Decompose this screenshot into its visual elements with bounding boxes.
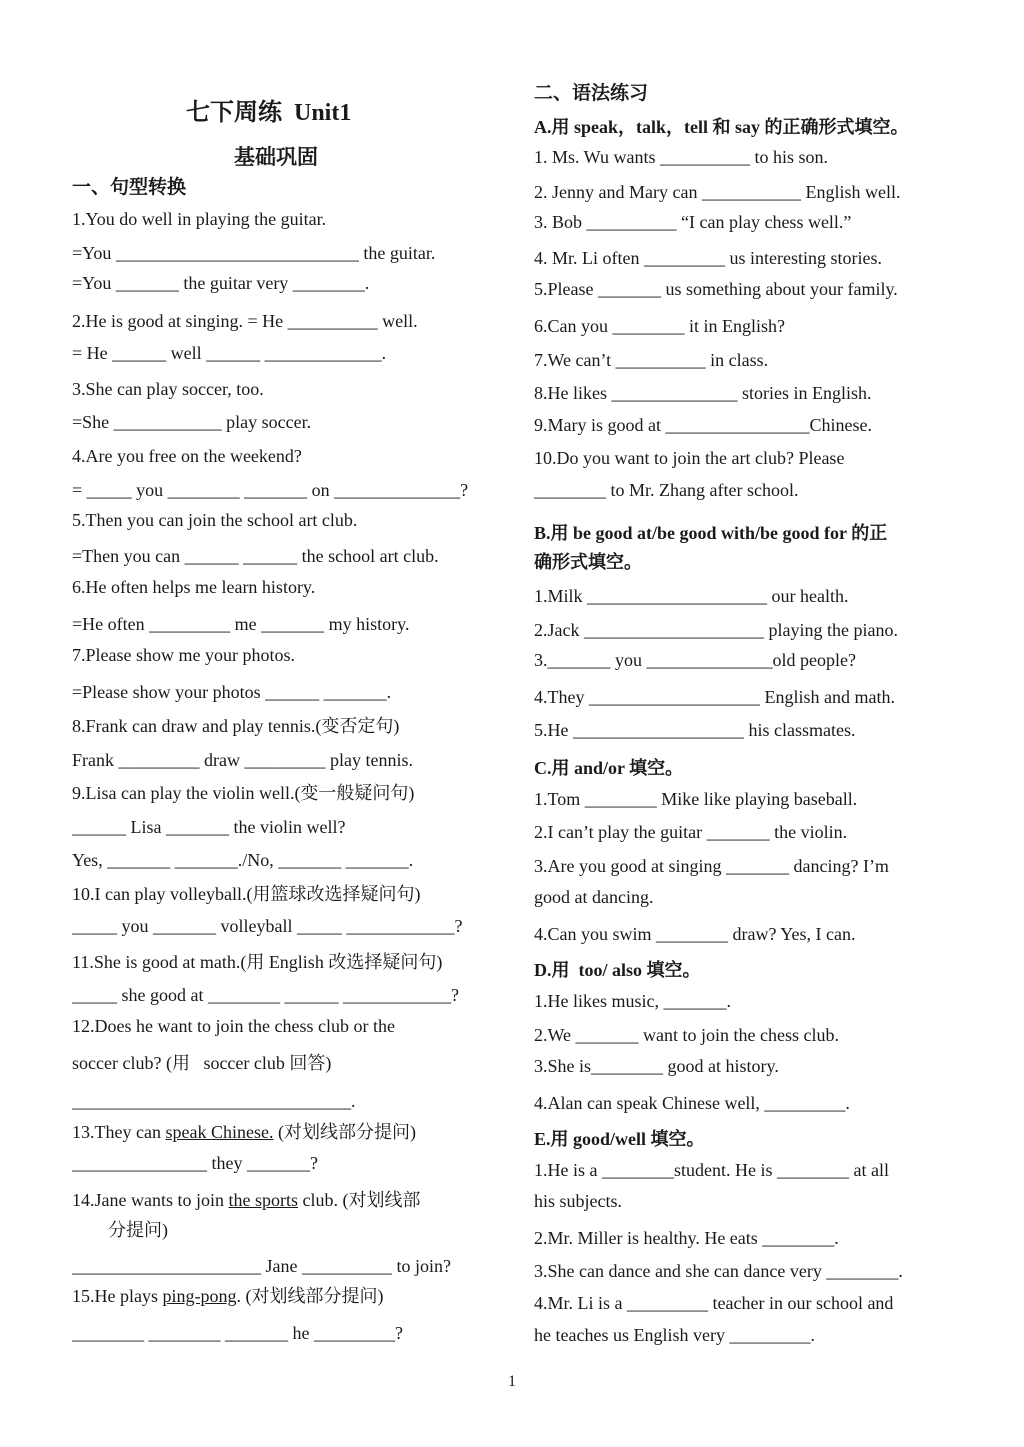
page-number: 1: [508, 1373, 516, 1390]
exercise-line: 3.She can dance and she can dance very ________.: [534, 1261, 903, 1281]
exercise-line: 5.He ___________________ his classmates.: [534, 720, 856, 740]
question-text: 14.Jane wants to join: [72, 1190, 229, 1210]
part-heading-d: D.用 too/ also 填空。: [534, 960, 701, 980]
exercise-line: 2.I can’t play the guitar _______ the violin.: [534, 822, 848, 842]
answer-line: _______________________________.: [72, 1091, 356, 1111]
part-heading-e: E.用 good/well 填空。: [534, 1129, 705, 1149]
question-line: 3.She can play soccer, too.: [72, 379, 264, 399]
part-heading-a: A.用 speak，talk，tell 和 say 的正确形式填空。: [534, 117, 909, 137]
question-line-13: [72, 1121, 416, 1143]
exercise-line: 5.Please _______ us something about your family.: [534, 279, 898, 299]
page-title: 七下周练 Unit1: [186, 100, 352, 126]
exercise-line: 2.We _______ want to join the chess club.: [534, 1025, 839, 1045]
exercise-line: 1.He likes music, _______.: [534, 991, 731, 1011]
exercise-line: 6.Can you ________ it in English?: [534, 316, 785, 336]
exercise-line: ________ to Mr. Zhang after school.: [534, 480, 799, 500]
question-line: 2.He is good at singing. = He __________ well.: [72, 311, 418, 331]
question-line: 6.He often helps me learn history.: [72, 577, 316, 597]
instruction-text: (对划线部分提问): [273, 1122, 416, 1142]
part-heading-c: C.用 and/or 填空。: [534, 758, 684, 778]
answer-line: =You _______ the guitar very ________.: [72, 273, 370, 293]
answer-line: _______________ they _______?: [72, 1153, 318, 1173]
question-line: 9.Lisa can play the violin well.(变一般疑问句): [72, 783, 415, 803]
answer-line: _____ you _______ volleyball _____ ____________?: [72, 916, 463, 936]
section-heading: 一、句型转换: [72, 177, 187, 198]
exercise-line: 10.Do you want to join the art club? Please: [534, 448, 845, 468]
answer-line: =She ____________ play soccer.: [72, 412, 312, 432]
underlined-text: speak Chinese.: [165, 1122, 274, 1142]
question-line: soccer club? (用 soccer club 回答): [72, 1053, 332, 1073]
exercise-line: 4. Mr. Li often _________ us interesting stories.: [534, 248, 882, 268]
exercise-line: 4.They ___________________ English and math.: [534, 687, 895, 707]
question-line-14: [72, 1189, 420, 1211]
answer-line: ________ ________ _______ he _________?: [72, 1323, 403, 1343]
answer-line: ______ Lisa _______ the violin well?: [72, 817, 346, 837]
exercise-line: 8.He likes ______________ stories in English.: [534, 383, 872, 403]
question-text: 13.They can: [72, 1122, 166, 1142]
section-heading: 二、语法练习: [534, 83, 649, 104]
instruction-text: club. (对划线部: [297, 1190, 421, 1210]
answer-line: =You ___________________________ the guitar.: [72, 243, 436, 263]
answer-line: Frank _________ draw _________ play tennis.: [72, 750, 413, 770]
exercise-line: 1.He is a ________student. He is ________ at all: [534, 1160, 889, 1180]
question-line: 8.Frank can draw and play tennis.(变否定句): [72, 716, 400, 736]
answer-line: =Then you can ______ ______ the school art club.: [72, 546, 439, 566]
question-line: 12.Does he want to join the chess club or the: [72, 1016, 395, 1036]
question-line: 4.Are you free on the weekend?: [72, 446, 302, 466]
exercise-line: 2.Mr. Miller is healthy. He eats ________.: [534, 1228, 839, 1248]
exercise-line: 1.Tom ________ Mike like playing baseball.: [534, 789, 858, 809]
exercise-line: 2. Jenny and Mary can ___________ English well.: [534, 182, 901, 202]
exercise-line: his subjects.: [534, 1191, 622, 1211]
question-line-15: [72, 1285, 383, 1307]
exercise-line: he teaches us English very _________.: [534, 1325, 815, 1345]
exercise-line: 7.We can’t __________ in class.: [534, 350, 769, 370]
answer-line: = _____ you ________ _______ on ______________?: [72, 480, 469, 500]
part-heading-b: B.用 be good at/be good with/be good for 的正: [534, 523, 888, 543]
exercise-line: 4.Can you swim ________ draw? Yes, I can.: [534, 924, 856, 944]
exercise-line: 1.Milk ____________________ our health.: [534, 586, 849, 606]
exercise-line: 2.Jack ____________________ playing the piano.: [534, 620, 898, 640]
question-text: 15.He plays: [72, 1286, 163, 1306]
page-subtitle: 基础巩固: [234, 145, 318, 169]
exercise-line: good at dancing.: [534, 887, 654, 907]
exercise-line: 9.Mary is good at ________________Chinese.: [534, 415, 872, 435]
exercise-line: 3.She is________ good at history.: [534, 1056, 779, 1076]
exercise-line: 4.Mr. Li is a _________ teacher in our school and: [534, 1293, 894, 1313]
answer-line: Yes, _______ _______./No, _______ _______.: [72, 850, 414, 870]
question-line: 1.You do well in playing the guitar.: [72, 209, 327, 229]
instruction-text: . (对划线部分提问): [236, 1286, 384, 1306]
question-line: 10.I can play volleyball.(用篮球改选择疑问句): [72, 884, 421, 904]
answer-line: =He often _________ me _______ my history.: [72, 614, 410, 634]
question-line: 5.Then you can join the school art club.: [72, 510, 358, 530]
exercise-line: 4.Alan can speak Chinese well, _________.: [534, 1093, 850, 1113]
answer-line: _____ she good at ________ ______ ____________?: [72, 985, 459, 1005]
answer-line: =Please show your photos ______ _______.: [72, 682, 392, 702]
answer-line: _____________________ Jane __________ to join?: [72, 1256, 451, 1276]
exercise-line: 3._______ you ______________old people?: [534, 650, 856, 670]
part-heading-b-cont: 确形式填空。: [534, 552, 642, 572]
answer-line: = He ______ well ______ _____________.: [72, 343, 387, 363]
exercise-line: 1. Ms. Wu wants __________ to his son.: [534, 147, 828, 167]
question-line: 11.She is good at math.(用 English 改选择疑问句): [72, 952, 443, 972]
question-line-cont: 分提问): [108, 1220, 168, 1240]
question-line: 7.Please show me your photos.: [72, 645, 295, 665]
exercise-line: 3.Are you good at singing _______ dancing? I’m: [534, 856, 889, 876]
exercise-line: 3. Bob __________ “I can play chess well.”: [534, 212, 852, 232]
underlined-text: ping-pong: [162, 1286, 237, 1306]
underlined-text: the sports: [228, 1190, 298, 1210]
